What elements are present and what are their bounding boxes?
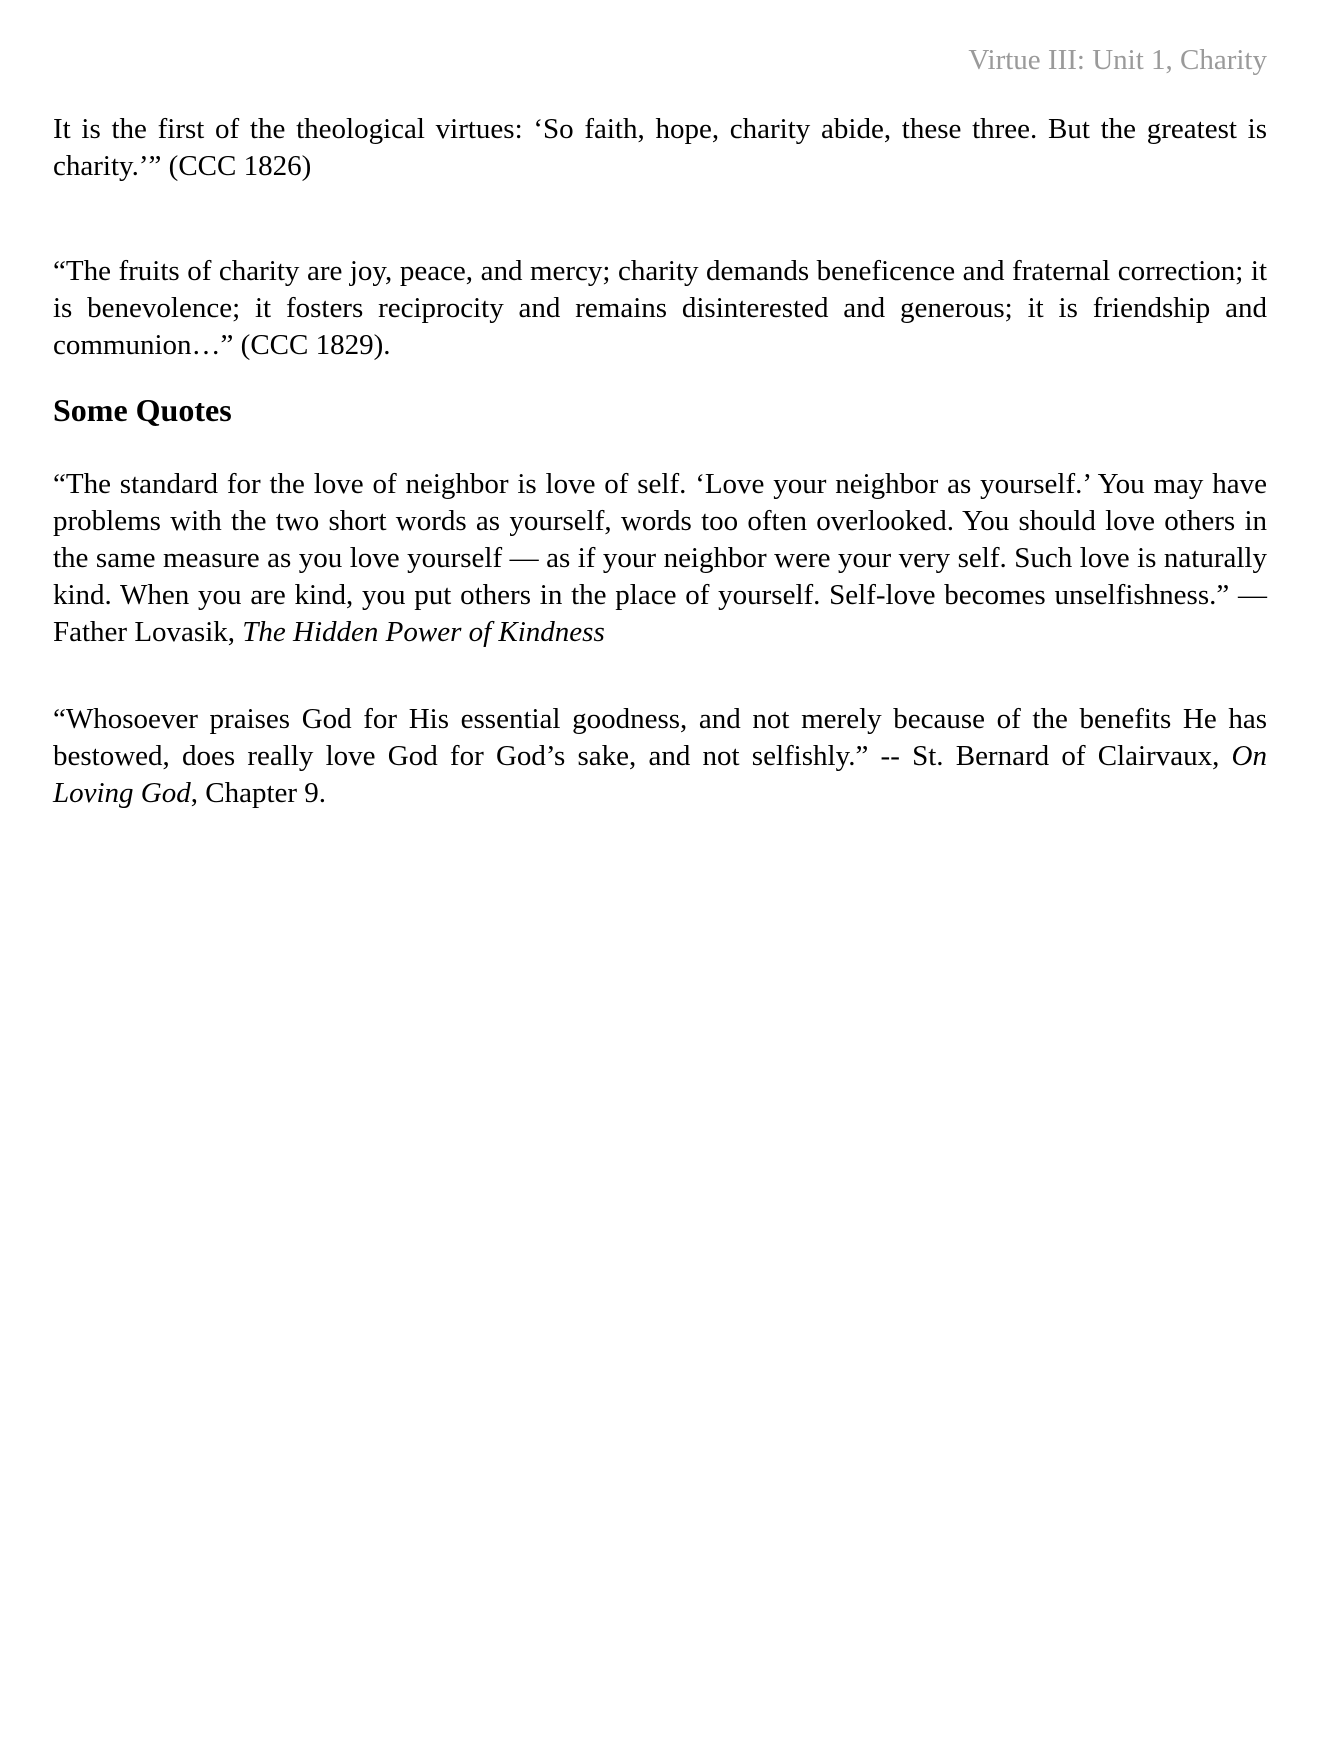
intro-paragraph: It is the first of the theological virtues: ‘So faith, hope, charity abide, these three. But the greatest is charity.’” (CCC 1826)	[53, 113, 1267, 182]
quote-text: “The standard for the love of neighbor is love of self. ‘Love your neighbor as yourself.’ You may have problems with the two short words as yourself, words too often overlooked. You should love others in the same measure as you love yourself — as if your neighbor were your very self. Such love is naturally kind. When you are kind, you put others in the place of yourself. Self-love becomes unselfishness.” — Father Lovasik,	[53, 468, 1267, 648]
running-header: Virtue III: Unit 1, Charity	[968, 44, 1267, 76]
quote-text: “Whosoever praises God for His essential goodness, and not merely because of the benefits He has bestowed, does really love God for God’s sake, and not selfishly.” -- St. Bernard of Clairvaux,	[53, 703, 1267, 772]
quote-lovasik	[53, 466, 1267, 651]
quote-source-title: The Hidden Power of Kindness	[242, 616, 605, 648]
quote-bernard	[53, 701, 1267, 812]
quote-source-title: On Loving God	[53, 740, 1267, 809]
fruits-of-charity-paragraph: “The fruits of charity are joy, peace, and mercy; charity demands beneficence and fraternal correction; it is benevolence; it fosters reciprocity and remains disinterested and generous; it is friendship and communion…” (CCC 1829).	[53, 255, 1267, 361]
quote-after: , Chapter 9.	[190, 777, 327, 809]
section-heading: Some Quotes	[53, 392, 232, 428]
